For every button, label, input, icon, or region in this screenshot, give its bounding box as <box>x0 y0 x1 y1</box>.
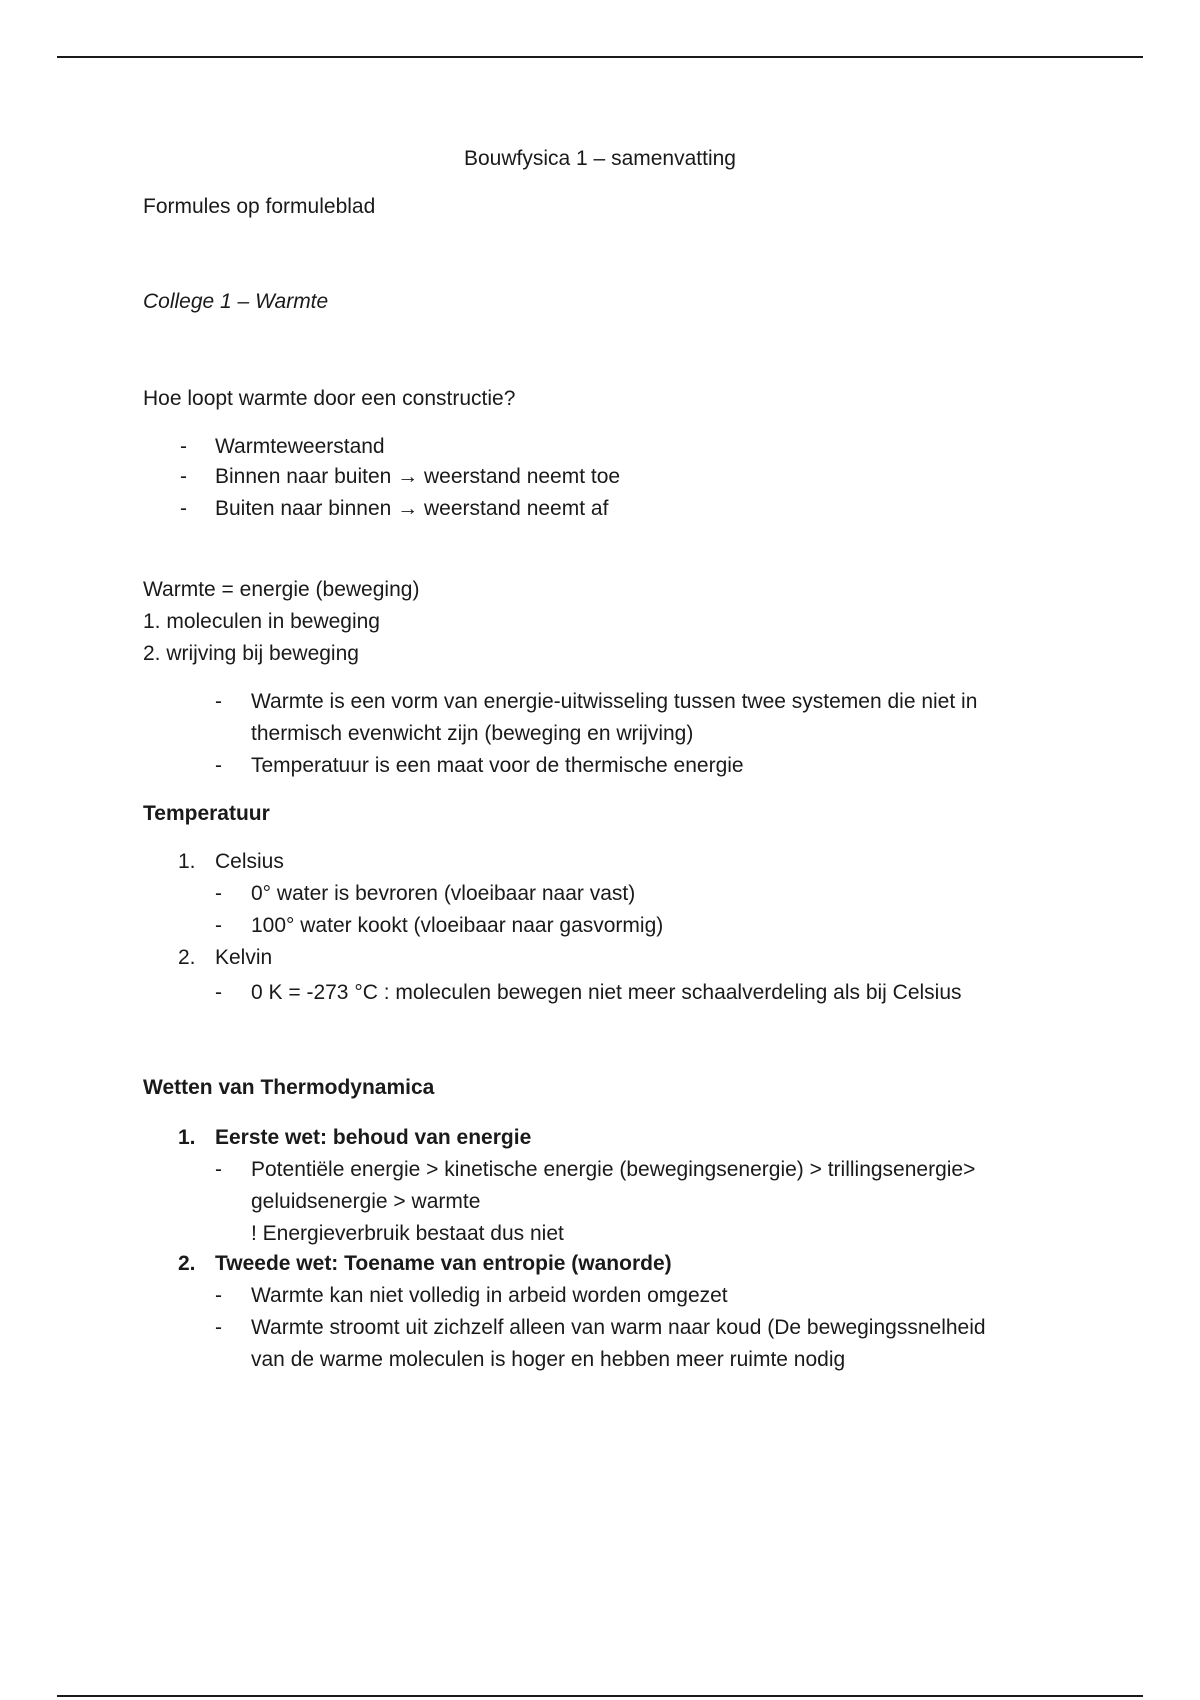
list-item: Potentiële energie > kinetische energie (bewegingsenergie) > trillingsenergie> <box>251 1158 976 1181</box>
list-number: 1. <box>178 1126 196 1149</box>
list-item: Warmte is een vorm van energie-uitwisseling tussen twee systemen die niet in <box>251 690 978 713</box>
list-item: Eerste wet: behoud van energie <box>215 1126 532 1149</box>
list-item: Warmteweerstand <box>215 435 385 458</box>
list-item: Celsius <box>215 850 284 873</box>
bullet-dash: - <box>215 914 222 937</box>
list-item-continuation: van de warme moleculen is hoger en hebben meer ruimte nodig <box>251 1348 846 1371</box>
list-number: 1. <box>178 850 196 873</box>
heat-flow-question: Hoe loopt warmte door een constructie? <box>143 387 516 410</box>
heat-energy-line: 2. wrijving bij beweging <box>143 642 359 665</box>
list-item-continuation: thermisch evenwicht zijn (beweging en wrijving) <box>251 722 694 745</box>
bullet-dash: - <box>215 1158 222 1181</box>
bullet-dash: - <box>215 1284 222 1307</box>
bullet-dash: - <box>215 690 222 713</box>
list-number: 2. <box>178 946 196 969</box>
bullet-dash: - <box>215 981 222 1004</box>
list-item: Buiten naar binnen → weerstand neemt af <box>215 497 609 520</box>
document-title: Bouwfysica 1 – samenvatting <box>464 147 736 170</box>
college-heading: College 1 – Warmte <box>143 290 329 313</box>
list-item: Tweede wet: Toename van entropie (wanorde) <box>215 1252 672 1275</box>
bottom-rule <box>57 1695 1143 1697</box>
top-rule <box>57 56 1143 58</box>
heat-energy-line: 1. moleculen in beweging <box>143 610 380 633</box>
bullet-dash: - <box>215 882 222 905</box>
bullet-dash: - <box>215 1316 222 1339</box>
list-item: Temperatuur is een maat voor de thermische energie <box>251 754 744 777</box>
bullet-dash: - <box>180 435 187 458</box>
list-item: Warmte stroomt uit zichzelf alleen van warm naar koud (De bewegingssnelheid <box>251 1316 986 1339</box>
list-number: 2. <box>178 1252 196 1275</box>
temperature-heading: Temperatuur <box>143 802 270 825</box>
list-item: 0 K = -273 °C : moleculen bewegen niet meer schaalverdeling als bij Celsius <box>251 981 962 1004</box>
list-item: 0° water is bevroren (vloeibaar naar vast) <box>251 882 636 905</box>
list-item: Kelvin <box>215 946 273 969</box>
bullet-dash: - <box>180 497 187 520</box>
intro-line: Formules op formuleblad <box>143 195 376 218</box>
thermodynamics-heading: Wetten van Thermodynamica <box>143 1076 435 1099</box>
list-item: Binnen naar buiten → weerstand neemt toe <box>215 465 621 488</box>
bullet-dash: - <box>180 465 187 488</box>
list-item-note: ! Energieverbruik bestaat dus niet <box>251 1222 564 1245</box>
list-item-continuation: geluidsenergie > warmte <box>251 1190 481 1213</box>
list-item: 100° water kookt (vloeibaar naar gasvormig) <box>251 914 664 937</box>
list-item: Warmte kan niet volledig in arbeid worden omgezet <box>251 1284 728 1307</box>
heat-energy-line: Warmte = energie (beweging) <box>143 578 420 601</box>
bullet-dash: - <box>215 754 222 777</box>
